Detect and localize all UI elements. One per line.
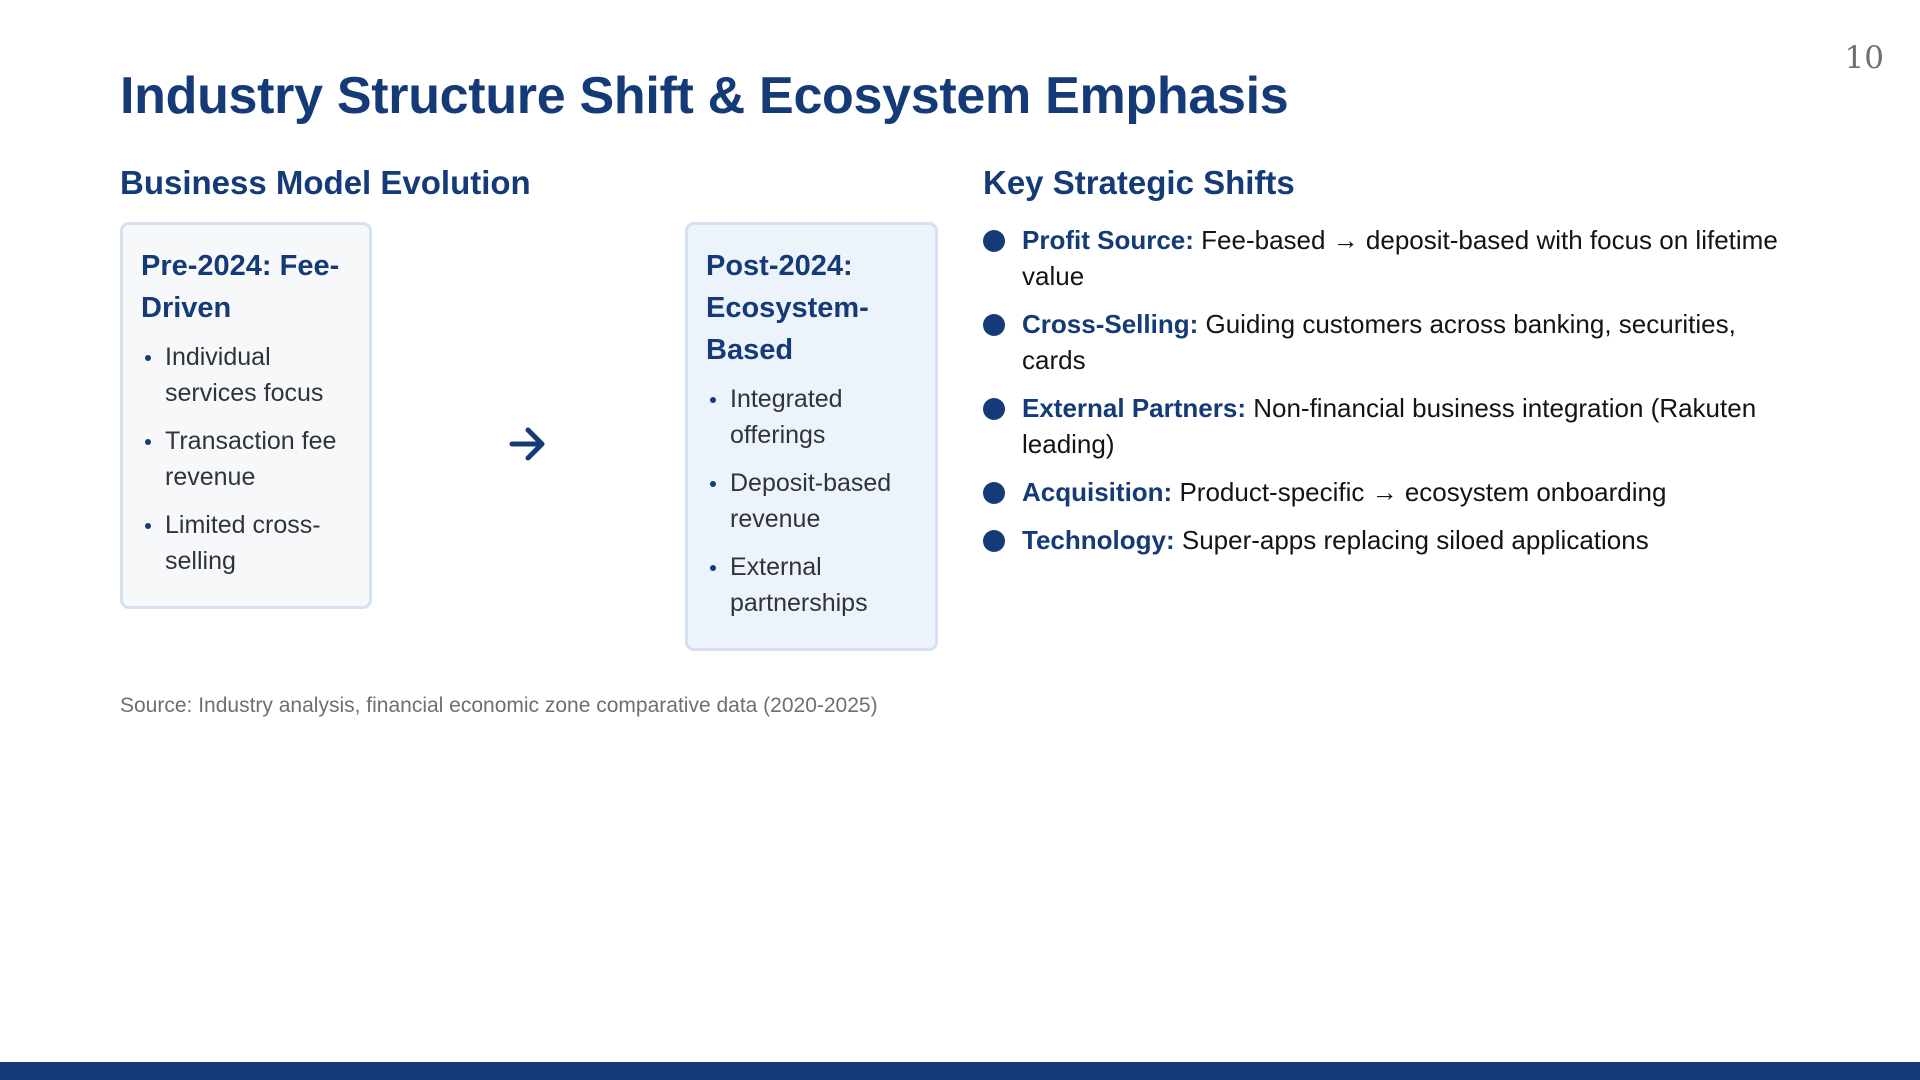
- shift-item-cross-selling: [983, 306, 1783, 378]
- shift-label: Technology:: [1022, 525, 1175, 555]
- shift-text: Guiding customers across banking, securities, cards: [1022, 309, 1736, 375]
- business-model-heading: Business Model Evolution: [120, 164, 531, 201]
- source-note: Source: Industry analysis, financial economic zone comparative data (2020-2025): [120, 694, 878, 717]
- shift-label: Acquisition:: [1022, 477, 1173, 507]
- pre-2024-list: [141, 339, 351, 579]
- key-shifts-list: [983, 222, 1783, 570]
- shift-text: Non-financial business integration (Rakuten leading): [1022, 393, 1757, 459]
- arrow-right-icon: [508, 424, 550, 464]
- pre-2024-box: [120, 222, 372, 609]
- shift-text: Super-apps replacing siloed applications: [1174, 525, 1649, 555]
- bullet-dot-icon: [983, 230, 1005, 252]
- footer-bar: [0, 1062, 1920, 1080]
- shift-text: Fee-based → deposit-based with focus on lifetime value: [1022, 225, 1778, 291]
- list-item: Deposit-based revenue: [706, 465, 917, 537]
- shift-item-external-partners: [983, 390, 1783, 462]
- shift-item-profit-source: [983, 222, 1783, 294]
- bullet-dot-icon: [983, 398, 1005, 420]
- bullet-dot-icon: [983, 530, 1005, 552]
- list-item: External partnerships: [706, 549, 917, 621]
- key-shifts-heading: Key Strategic Shifts: [983, 164, 1295, 201]
- list-item: Limited cross-selling: [141, 507, 351, 579]
- slide-title: Industry Structure Shift & Ecosystem Emphasis: [120, 67, 1289, 125]
- post-2024-heading: Post-2024: Ecosystem-Based: [706, 250, 869, 366]
- shift-item-technology: [983, 522, 1783, 558]
- post-2024-list: [706, 381, 917, 621]
- shift-label: Cross-Selling:: [1022, 309, 1199, 339]
- bullet-dot-icon: [983, 314, 1005, 336]
- shift-item-acquisition: [983, 474, 1783, 510]
- shift-label: External Partners:: [1022, 393, 1246, 423]
- bullet-dot-icon: [983, 482, 1005, 504]
- list-item: Transaction fee revenue: [141, 423, 351, 495]
- list-item: Individual services focus: [141, 339, 351, 411]
- shift-text: Product-specific → ecosystem onboarding: [1172, 477, 1667, 507]
- pre-2024-heading: Pre-2024: Fee-Driven: [141, 250, 340, 324]
- page-number: 10: [1844, 40, 1884, 76]
- post-2024-box: [685, 222, 938, 651]
- list-item: Integrated offerings: [706, 381, 917, 453]
- shift-label: Profit Source:: [1022, 225, 1194, 255]
